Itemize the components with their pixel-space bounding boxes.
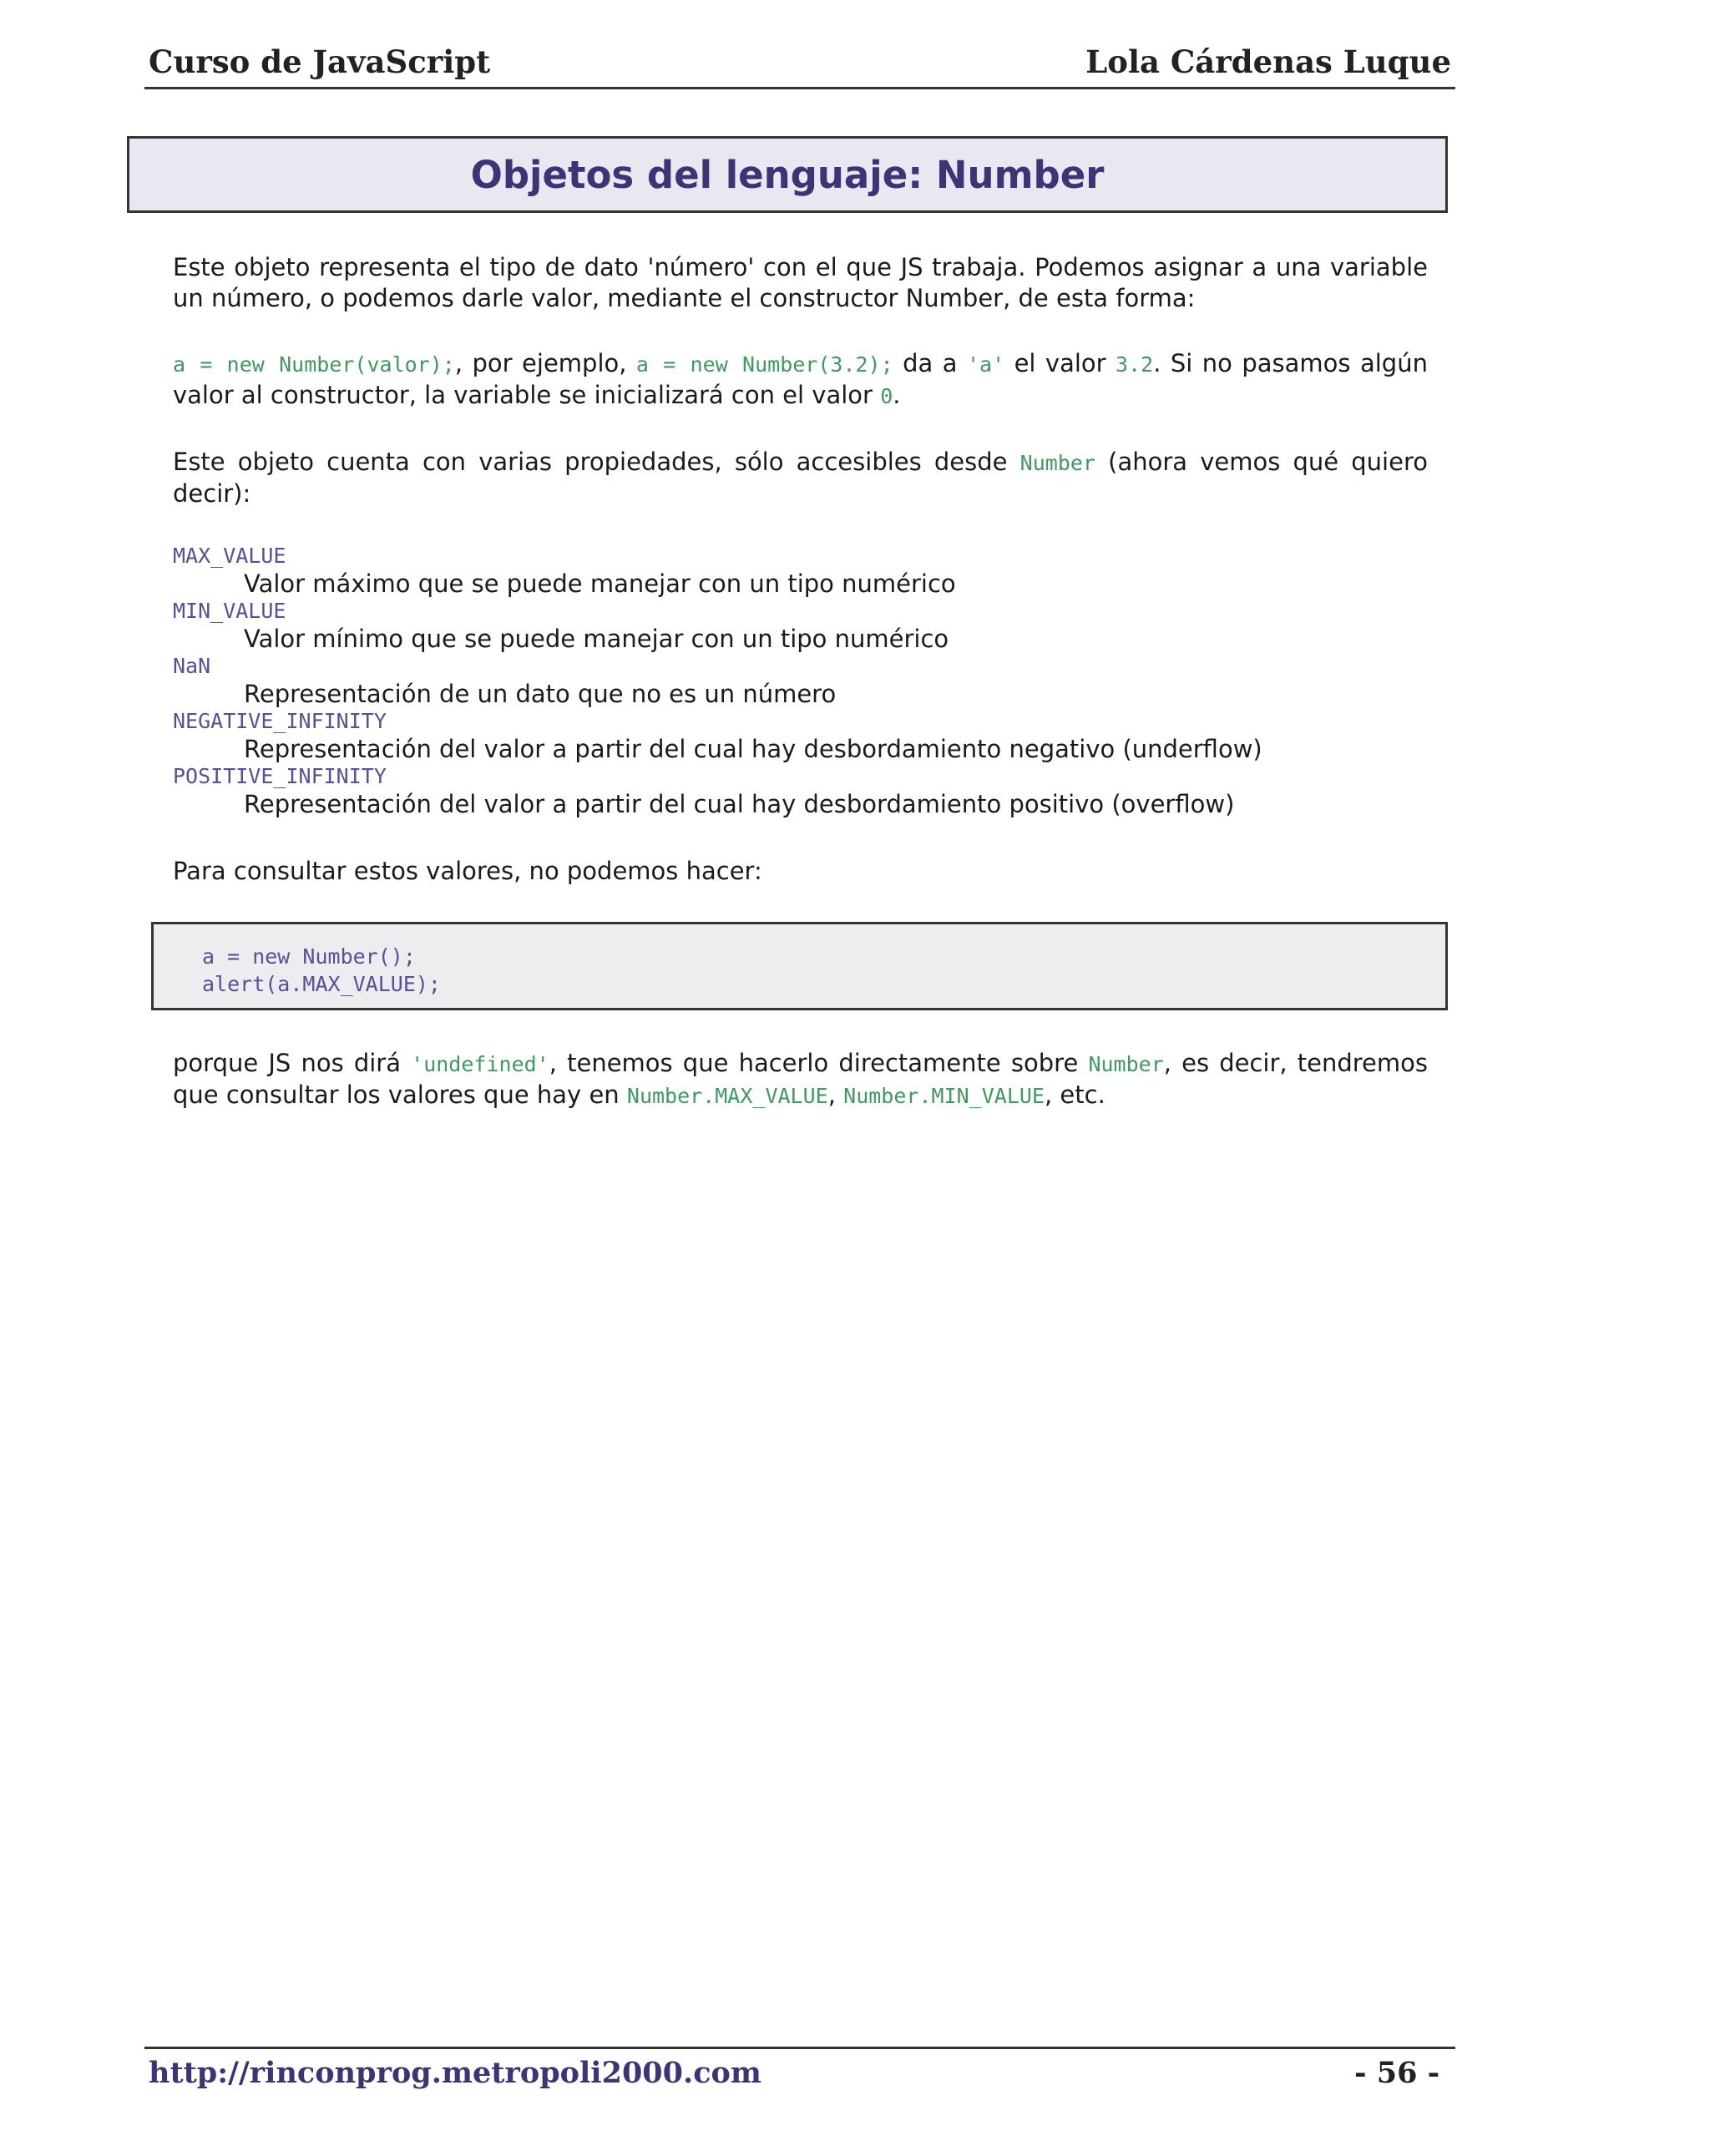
property-name: POSITIVE_INFINITY	[173, 764, 387, 788]
property-item	[173, 764, 1428, 819]
property-name: MIN_VALUE	[173, 599, 286, 623]
section-title-box	[127, 136, 1448, 213]
text-span: el valor	[1004, 349, 1116, 377]
inline-code: a = new Number(valor);	[173, 352, 455, 377]
property-name: NaN	[173, 654, 211, 678]
inline-code: a = new Number(3.2);	[635, 352, 893, 377]
property-description: Representación del valor a partir del cual hay desbordamiento positivo (overflow)	[244, 790, 1235, 818]
page-number: - 56 -	[1354, 2056, 1440, 2090]
text-span: da a	[893, 349, 967, 377]
inline-code: Number	[1088, 1052, 1164, 1076]
property-item	[173, 544, 1428, 599]
text-span: , por ejemplo,	[454, 349, 636, 377]
inline-code: 'a'	[966, 352, 1005, 377]
footer-url-link[interactable]: http://rinconprog.metropoli2000.com	[149, 2056, 761, 2090]
inline-code: 0	[880, 384, 893, 408]
header-divider	[144, 87, 1455, 89]
text-span: , es decir, tendremos que consultar los valores que hay en	[173, 1049, 1428, 1109]
footer-divider	[144, 2047, 1455, 2049]
header-author: Lola Cárdenas Luque	[1085, 43, 1451, 80]
section-title: Objetos del lenguaje: Number	[470, 152, 1105, 197]
inline-code: Number	[1019, 451, 1095, 475]
text-span: . Si no pasamos algún valor al constructor, la variable se inicializará con el valor	[173, 349, 1428, 409]
paragraph-properties-intro	[173, 447, 1428, 509]
property-name: NEGATIVE_INFINITY	[173, 709, 387, 733]
text-span: Este objeto cuenta con varias propiedades, sólo accesibles desde	[173, 448, 1020, 476]
header-course-title: Curso de JavaScript	[149, 43, 491, 80]
property-item	[173, 654, 1428, 709]
property-description: Valor mínimo que se puede manejar con un tipo numérico	[244, 625, 949, 653]
code-block	[151, 922, 1448, 1010]
text-span: porque JS nos dirá	[173, 1049, 412, 1077]
paragraph-constructor-text	[173, 348, 1428, 412]
paragraph-explanation-text	[173, 1048, 1428, 1111]
property-name: MAX_VALUE	[173, 544, 286, 568]
paragraph-intro-text: Este objeto representa el tipo de dato 'número' con el que JS trabaja. Podemos asignar a una variable un número, o podemos darle valor, mediante el constructor Number, de esta forma:	[173, 253, 1428, 312]
property-item	[173, 709, 1428, 764]
text-span: , tenemos que hacerlo directamente sobre	[549, 1049, 1089, 1077]
paragraph-consult-text: Para consultar estos valores, no podemos hacer:	[173, 857, 762, 885]
text-span: , etc.	[1044, 1081, 1105, 1109]
paragraph-constructor	[173, 348, 1428, 412]
property-description: Representación de un dato que no es un número	[244, 680, 837, 708]
inline-code: 3.2	[1116, 352, 1154, 377]
text-span: ,	[827, 1081, 844, 1109]
paragraph-properties-intro-text	[173, 447, 1428, 509]
text-span: (ahora vemos qué quiero decir):	[173, 448, 1428, 508]
property-list	[173, 544, 1428, 819]
text-span: .	[893, 381, 901, 409]
paragraph-explanation	[173, 1048, 1428, 1111]
paragraph-consult	[173, 856, 1428, 887]
property-description: Representación del valor a partir del cual hay desbordamiento negativo (underflow)	[244, 735, 1262, 763]
code-line: alert(a.MAX_VALUE);	[202, 972, 441, 996]
inline-code: Number.MIN_VALUE	[843, 1084, 1045, 1108]
property-description: Valor máximo que se puede manejar con un tipo numérico	[244, 569, 956, 598]
inline-code: 'undefined'	[411, 1052, 549, 1076]
paragraph-intro	[173, 252, 1428, 314]
property-item	[173, 599, 1428, 654]
inline-code: Number.MAX_VALUE	[626, 1084, 828, 1108]
code-line: a = new Number();	[202, 944, 416, 969]
